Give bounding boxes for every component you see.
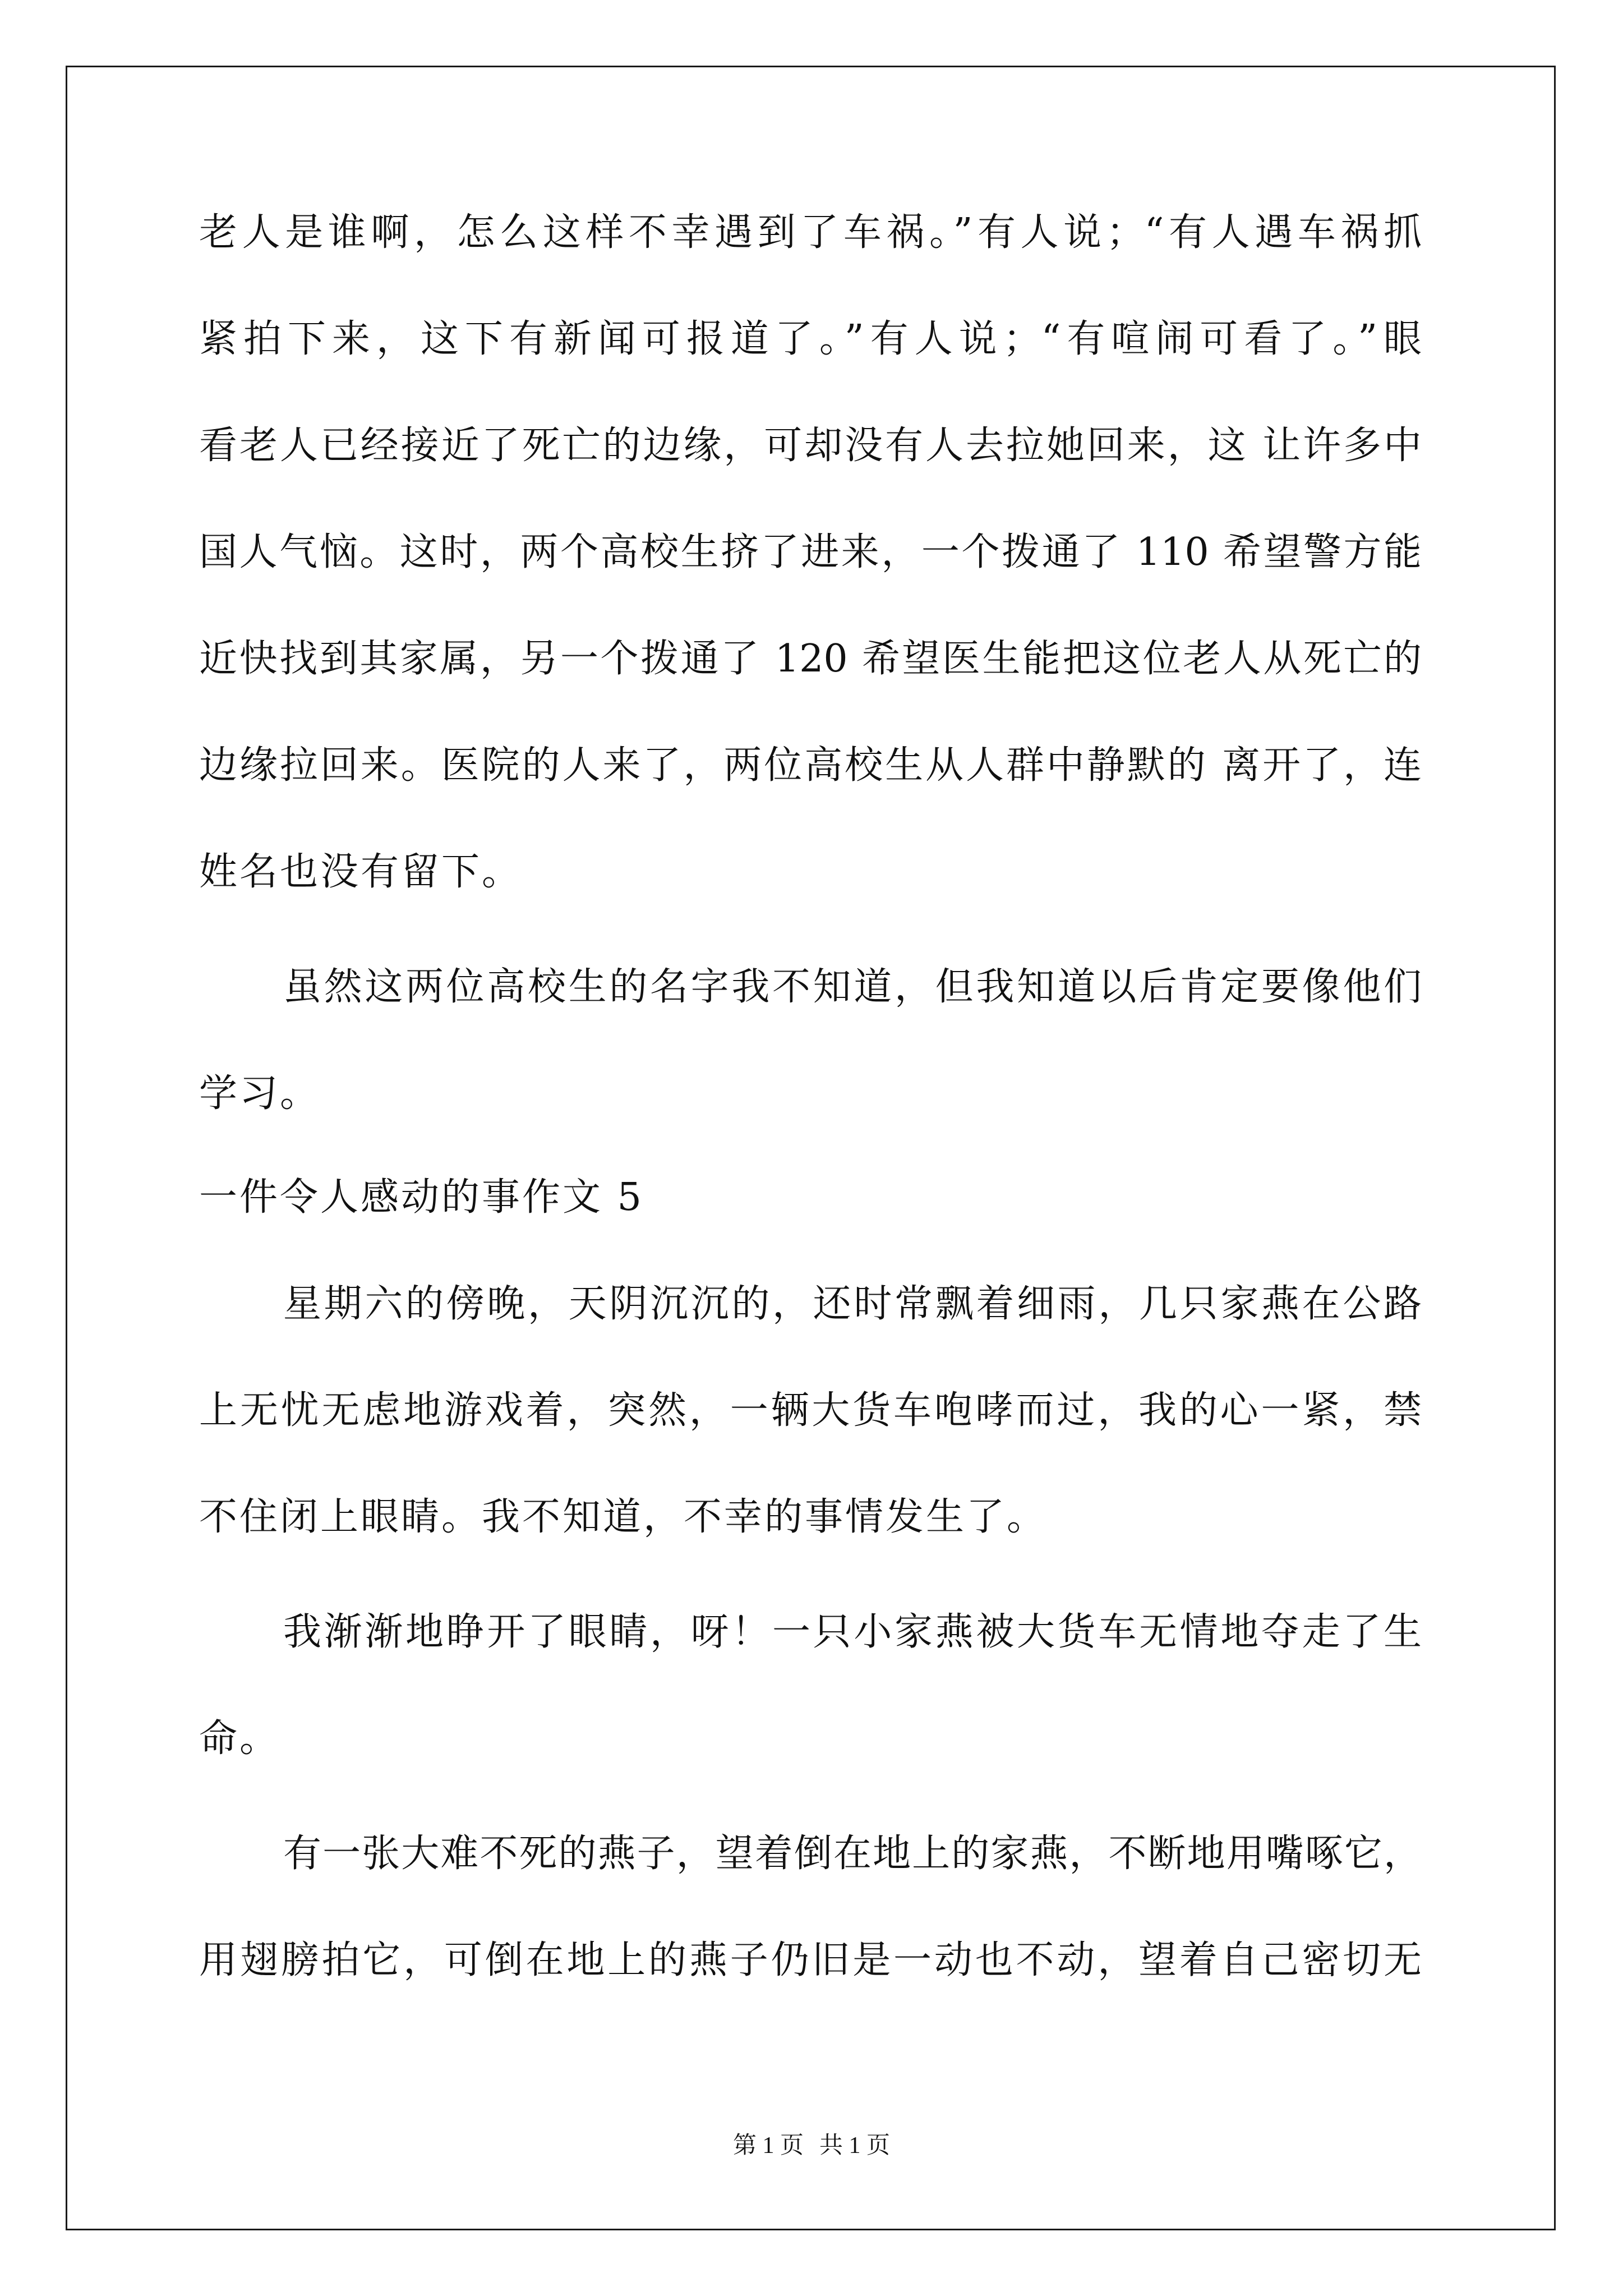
text-line: 边缘拉回来。医院的人来了，两位高校生从人群中静默的 离开了，连 (199, 743, 1422, 788)
page-number: 第 1 页 (732, 2133, 804, 2159)
section-heading: 一件令人感动的事作文 5 (199, 1175, 644, 1220)
text-line: 上无忧无虑地游戏着，突然，一辆大货车咆哮而过，我的心一紧，禁 (199, 1388, 1422, 1433)
text-line: 国人气恼。这时，两个高校生挤了进来，一个拨通了 110 希望警方能 (199, 530, 1422, 574)
paragraph-first-line: 虽然这两位高校生的名字我不知道，但我知道以后肯定要像他们 (283, 965, 1422, 1009)
paragraph-first-line: 星期六的傍晚，天阴沉沉的，还时常飘着细雨，几只家燕在公路 (283, 1282, 1422, 1326)
text-line: 用翅膀拍它，可倒在地上的燕子仍旧是一动也不动，望着自己密切无 (199, 1938, 1422, 1982)
text-line: 紧拍下来，这下有新闻可报道了。”有人说；“有喧闹可看了。”眼 (199, 317, 1422, 361)
text-line: 老人是谁啊，怎么这样不幸遇到了车祸。”有人说；“有人遇车祸抓 (199, 210, 1422, 255)
text-line: 命。 (199, 1717, 280, 1761)
paragraph-first-line: 有一张大难不死的燕子，望着倒在地上的家燕，不断地用嘴啄它， (283, 1832, 1422, 1876)
text-line: 不住闭上眼睛。我不知道，不幸的事情发生了。 (199, 1495, 1048, 1539)
page-total: 共 1 页 (819, 2133, 891, 2159)
text-line: 学习。 (199, 1071, 321, 1116)
text-line: 看老人已经接近了死亡的边缘，可却没有人去拉她回来，这 让许多中 (199, 424, 1422, 468)
text-line: 近快找到其家属，另一个拨通了 120 希望医生能把这位老人从死亡的 (199, 637, 1422, 681)
page-footer (0, 2132, 1623, 2160)
paragraph-first-line: 我渐渐地睁开了眼睛，呀！一只小家燕被大货车无情地夺走了生 (283, 1610, 1422, 1654)
text-line: 姓名也没有留下。 (199, 850, 523, 894)
page-border (66, 66, 1556, 2230)
